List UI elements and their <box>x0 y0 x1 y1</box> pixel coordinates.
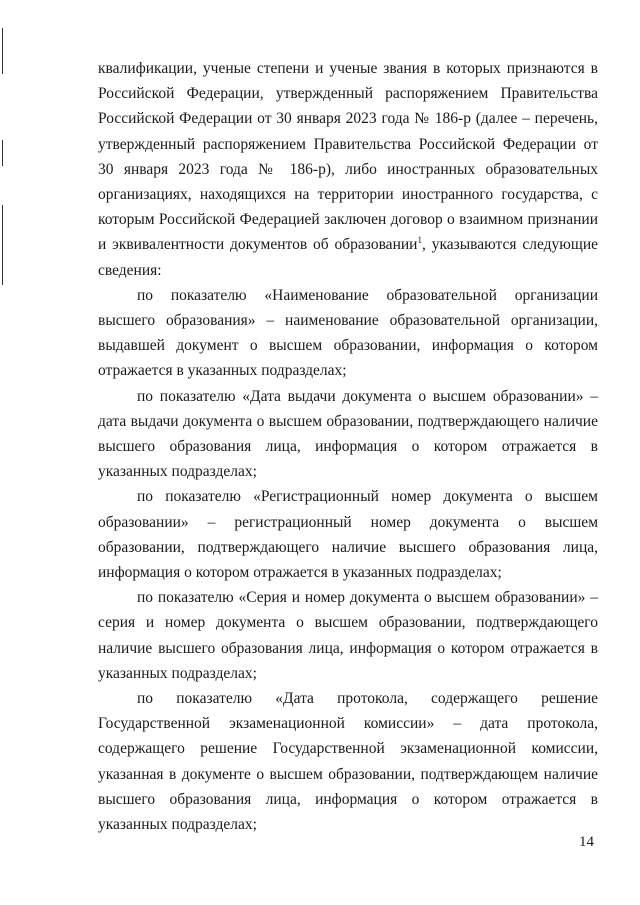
paragraph-continuation <box>98 56 598 283</box>
page-number: 14 <box>579 834 594 850</box>
paragraph-issue-date: по показателю «Дата выдачи документа о высшем образовании» – дата выдачи документа о высшем образовании, подтверждающего наличие высшего образования лица, информация о котором отражается в указанных подразделах; <box>98 387 598 481</box>
document-body <box>98 56 598 837</box>
paragraph-text: квалификации, ученые степени и ученые звания в которых признаются в Российской Федерации, утвержденный распоряжением Правительства Российской Федерации от 30 января 2023 года № 186-р (далее – перечень, утвержденный распоряжением Правительства Российской Федерации от 30 января 2023 года № 186-р), либо иностранных образовательных организациях, находящихся на территории иностранного государства, с которым Российской Федерацией заключен договор о взаимном признании и эквивалентности документов об образовании <box>98 60 598 254</box>
scan-edge-mark <box>2 205 3 285</box>
paragraph-reg-number: по показателю «Регистрационный номер документа о высшем образовании» – регистрационный номер документа о высшем образовании, подтверждающего наличие высшего образования лица, информация о котором отражается в указанных подразделах; <box>98 488 598 582</box>
footnote-marker: 1 <box>417 235 422 246</box>
paragraph-series-number: по показателю «Серия и номер документа о высшем образовании» – серия и номер документа о высшем образовании, подтверждающего наличие высшего образования лица, информация о котором отражается в указанных подразделах; <box>98 589 598 682</box>
paragraph-protocol-date: по показателю «Дата протокола, содержащего решение Государственной экзаменационной комиссии» – дата протокола, содержащего решение Государственной экзаменационной комиссии, указанная в документе о высшем образовании, подтверждающем наличие высшего образования лица, информация о котором отражается в указанных подразделах; <box>98 690 598 834</box>
scan-edge-mark <box>2 28 3 74</box>
paragraph-org-name: по показателю «Наименование образовательной организации высшего образования» – наименование образовательной организации, выдавшей документ о высшем образовании, информация о котором отражается в указанных подразделах; <box>98 286 598 380</box>
paragraph-text-tail: , указываются следующие сведения: <box>98 236 598 279</box>
scan-edge-mark <box>2 140 3 166</box>
